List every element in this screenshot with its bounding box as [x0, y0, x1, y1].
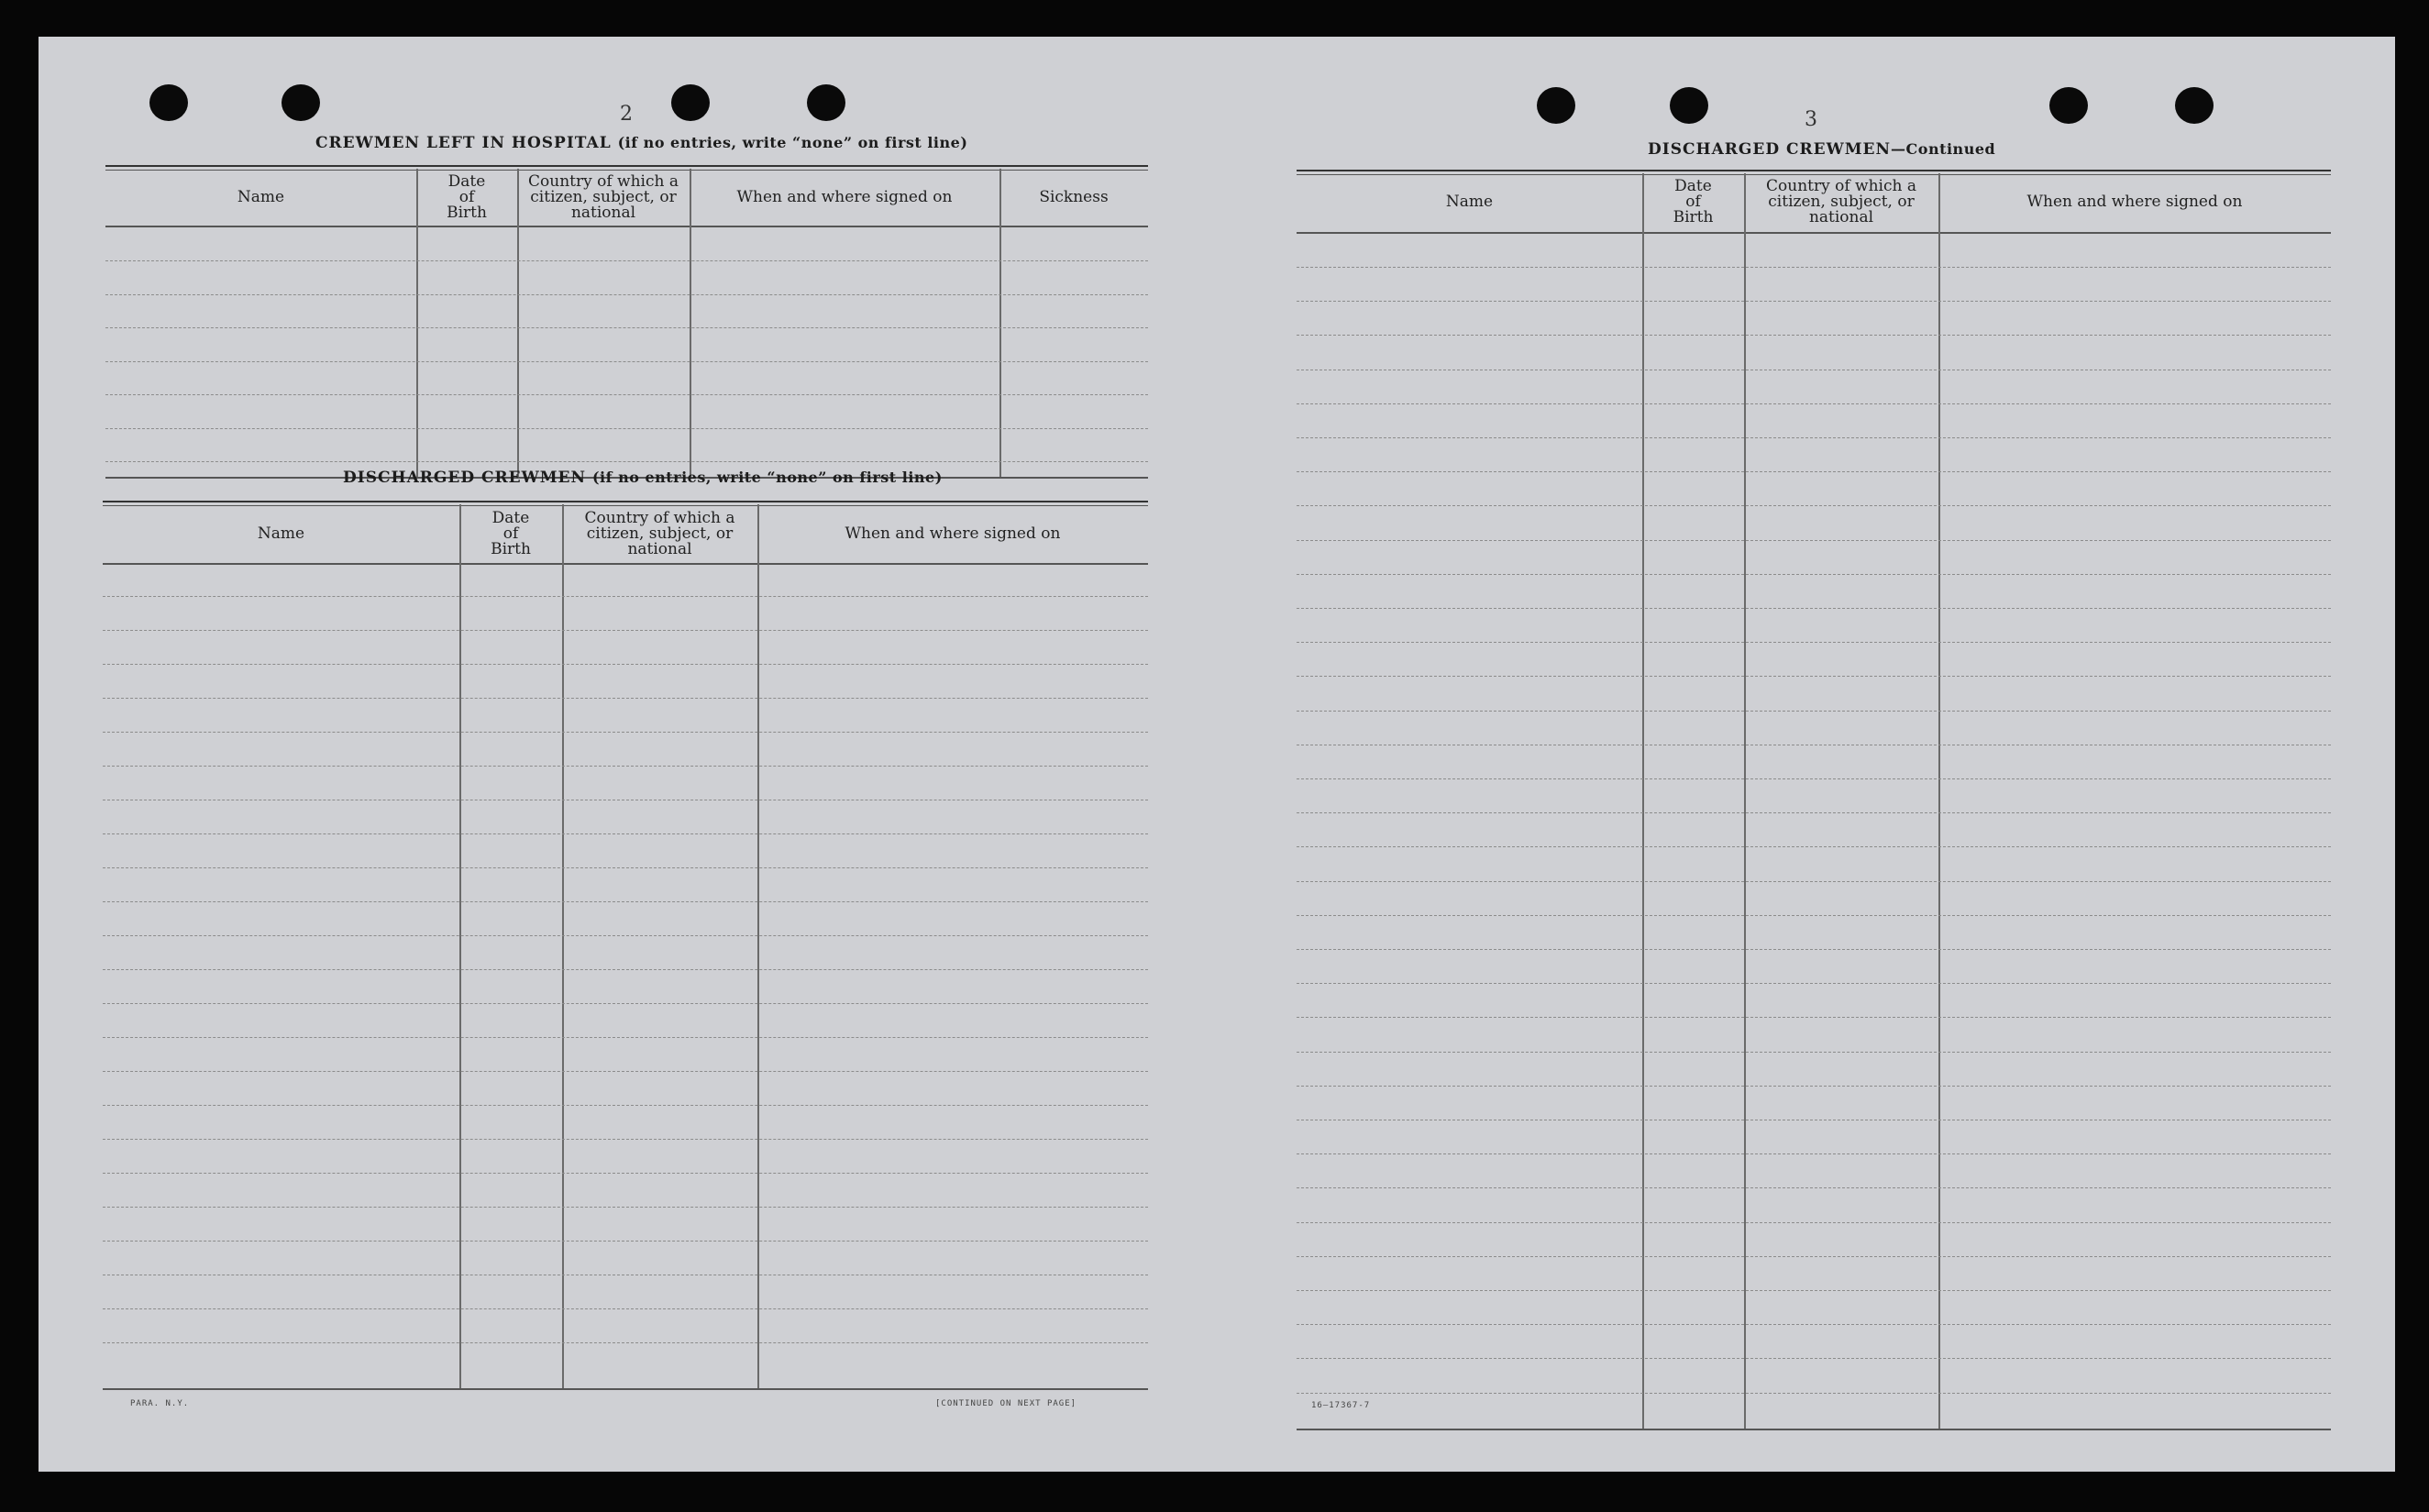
- column-divider: [1642, 173, 1644, 1430]
- entry-row-line: [1297, 1393, 2331, 1394]
- column-header-country: Country of which a citizen, subject, or national: [528, 171, 679, 222]
- entry-row-line: [103, 732, 1148, 733]
- entry-row-line: [105, 327, 1148, 328]
- entry-row-line: [1297, 1324, 2331, 1325]
- entry-row-line: [103, 1037, 1148, 1038]
- entry-row-line: [1297, 915, 2331, 916]
- header-top-rule: [105, 165, 1148, 171]
- discharged-section-title: [343, 469, 943, 487]
- entry-row-line: [1297, 471, 2331, 472]
- column-header-country: Country of which a citizen, subject, or national: [1766, 176, 1916, 226]
- entry-row-line: [1297, 949, 2331, 950]
- punch-hole: [2175, 87, 2214, 124]
- entry-row-line: [105, 361, 1148, 362]
- column-divider: [416, 169, 418, 479]
- entry-row-line: [1297, 1153, 2331, 1154]
- entry-row-line: [103, 766, 1148, 767]
- entry-row-line: [103, 1105, 1148, 1106]
- entry-row-line: [1297, 335, 2331, 336]
- entry-row-line: [103, 596, 1148, 597]
- entry-row-line: [103, 969, 1148, 970]
- entry-row-line: [1297, 881, 2331, 882]
- discharged-continued-subtitle: —Continued: [1891, 140, 1996, 158]
- column-header-date-of-birth: Date of Birth: [1673, 176, 1714, 226]
- table-bottom-rule: [1297, 1429, 2331, 1430]
- discharged-subtitle-text: (if no entries, write “none” on first line): [591, 469, 943, 486]
- column-divider: [1938, 173, 1940, 1430]
- column-header-name: Name: [237, 187, 285, 206]
- entry-row-line: [103, 1173, 1148, 1174]
- entry-row-line: [103, 833, 1148, 834]
- entry-row-line: [103, 1003, 1148, 1004]
- entry-row-line: [105, 428, 1148, 429]
- column-header-when-where-signed: When and where signed on: [2026, 192, 2243, 211]
- entry-row-line: [103, 664, 1148, 665]
- entry-row-line: [1297, 812, 2331, 813]
- column-header-country: Country of which a citizen, subject, or national: [584, 508, 735, 558]
- header-top-rule: [1297, 170, 2331, 175]
- entry-row-line: [105, 294, 1148, 295]
- entry-row-line: [1297, 1187, 2331, 1188]
- entry-row-line: [1297, 1086, 2331, 1087]
- column-divider: [999, 169, 1001, 479]
- entry-row-line: [105, 394, 1148, 395]
- entry-row-line: [1297, 1222, 2331, 1223]
- column-header-when-where-signed: When and where signed on: [845, 524, 1061, 543]
- hospital-title-text: CREWMEN LEFT IN HOSPITAL: [315, 134, 612, 152]
- entry-row-line: [103, 1207, 1148, 1208]
- column-divider: [517, 169, 519, 479]
- column-header-date-of-birth: Date of Birth: [491, 508, 531, 558]
- entry-row-line: [1297, 983, 2331, 984]
- entry-row-line: [103, 630, 1148, 631]
- entry-row-line: [1297, 540, 2331, 541]
- entry-row-line: [103, 935, 1148, 936]
- entry-row-line: [1297, 301, 2331, 302]
- hospital-subtitle-text: (if no entries, write “none” on first line): [617, 134, 968, 151]
- entry-row-line: [103, 1241, 1148, 1242]
- column-header-name: Name: [1445, 192, 1494, 211]
- column-header-when-where-signed: When and where signed on: [736, 187, 953, 206]
- discharged-title-text: DISCHARGED CREWMEN: [343, 469, 587, 487]
- continued-note: [CONTINUED ON NEXT PAGE]: [935, 1399, 1077, 1408]
- entry-row-line: [1297, 267, 2331, 268]
- entry-row-line: [103, 698, 1148, 699]
- column-header-sickness: Sickness: [1039, 187, 1109, 206]
- punch-hole: [149, 84, 188, 121]
- entry-row-line: [1297, 403, 2331, 404]
- entry-row-line: [1297, 574, 2331, 575]
- entry-row-line: [1297, 1256, 2331, 1257]
- form-number: 16—17367-7: [1311, 1401, 1371, 1410]
- table-bottom-rule: [103, 1388, 1148, 1390]
- page-number-left: 2: [620, 103, 633, 126]
- discharged-continued-title-text: DISCHARGED CREWMEN: [1648, 140, 1892, 159]
- discharged-continued-title: [1648, 140, 1995, 159]
- column-divider: [757, 504, 759, 1390]
- entry-row-line: [1297, 1358, 2331, 1359]
- entry-row-line: [1297, 642, 2331, 643]
- entry-row-line: [105, 461, 1148, 462]
- punch-hole: [2049, 87, 2088, 124]
- header-bottom-rule: [105, 226, 1148, 227]
- entry-row-line: [103, 867, 1148, 868]
- entry-row-line: [1297, 505, 2331, 506]
- header-top-rule: [103, 501, 1148, 506]
- entry-row-line: [103, 901, 1148, 902]
- entry-row-line: [1297, 1052, 2331, 1053]
- entry-row-line: [1297, 608, 2331, 609]
- column-divider: [1744, 173, 1746, 1430]
- entry-row-line: [103, 1071, 1148, 1072]
- entry-row-line: [1297, 676, 2331, 677]
- column-header-date-of-birth: Date of Birth: [447, 171, 487, 222]
- printer-imprint: PARA. N.Y.: [130, 1399, 190, 1408]
- hospital-table: [105, 165, 1148, 479]
- column-divider: [690, 169, 691, 479]
- entry-row-line: [103, 1342, 1148, 1343]
- punch-hole: [807, 84, 845, 121]
- header-bottom-rule: [1297, 232, 2331, 234]
- entry-row-line: [105, 260, 1148, 261]
- entry-row-line: [1297, 437, 2331, 438]
- entry-row-line: [1297, 778, 2331, 779]
- manifest-sheet: [39, 37, 2395, 1472]
- page-number-right: 3: [1805, 108, 1817, 131]
- column-header-name: Name: [257, 524, 305, 543]
- entry-row-line: [1297, 846, 2331, 847]
- punch-hole: [282, 84, 320, 121]
- entry-row-line: [1297, 1017, 2331, 1018]
- punch-hole: [671, 84, 710, 121]
- entry-row-line: [1297, 1290, 2331, 1291]
- punch-hole: [1537, 87, 1575, 124]
- entry-row-line: [1297, 711, 2331, 712]
- column-divider: [459, 504, 461, 1390]
- column-divider: [562, 504, 564, 1390]
- discharged-table: [103, 501, 1148, 1390]
- entry-row-line: [103, 1139, 1148, 1140]
- punch-hole: [1670, 87, 1708, 124]
- entry-row-line: [103, 1308, 1148, 1309]
- header-bottom-rule: [103, 563, 1148, 565]
- discharged-continued-table: [1297, 170, 2331, 1430]
- hospital-section-title: [315, 134, 967, 152]
